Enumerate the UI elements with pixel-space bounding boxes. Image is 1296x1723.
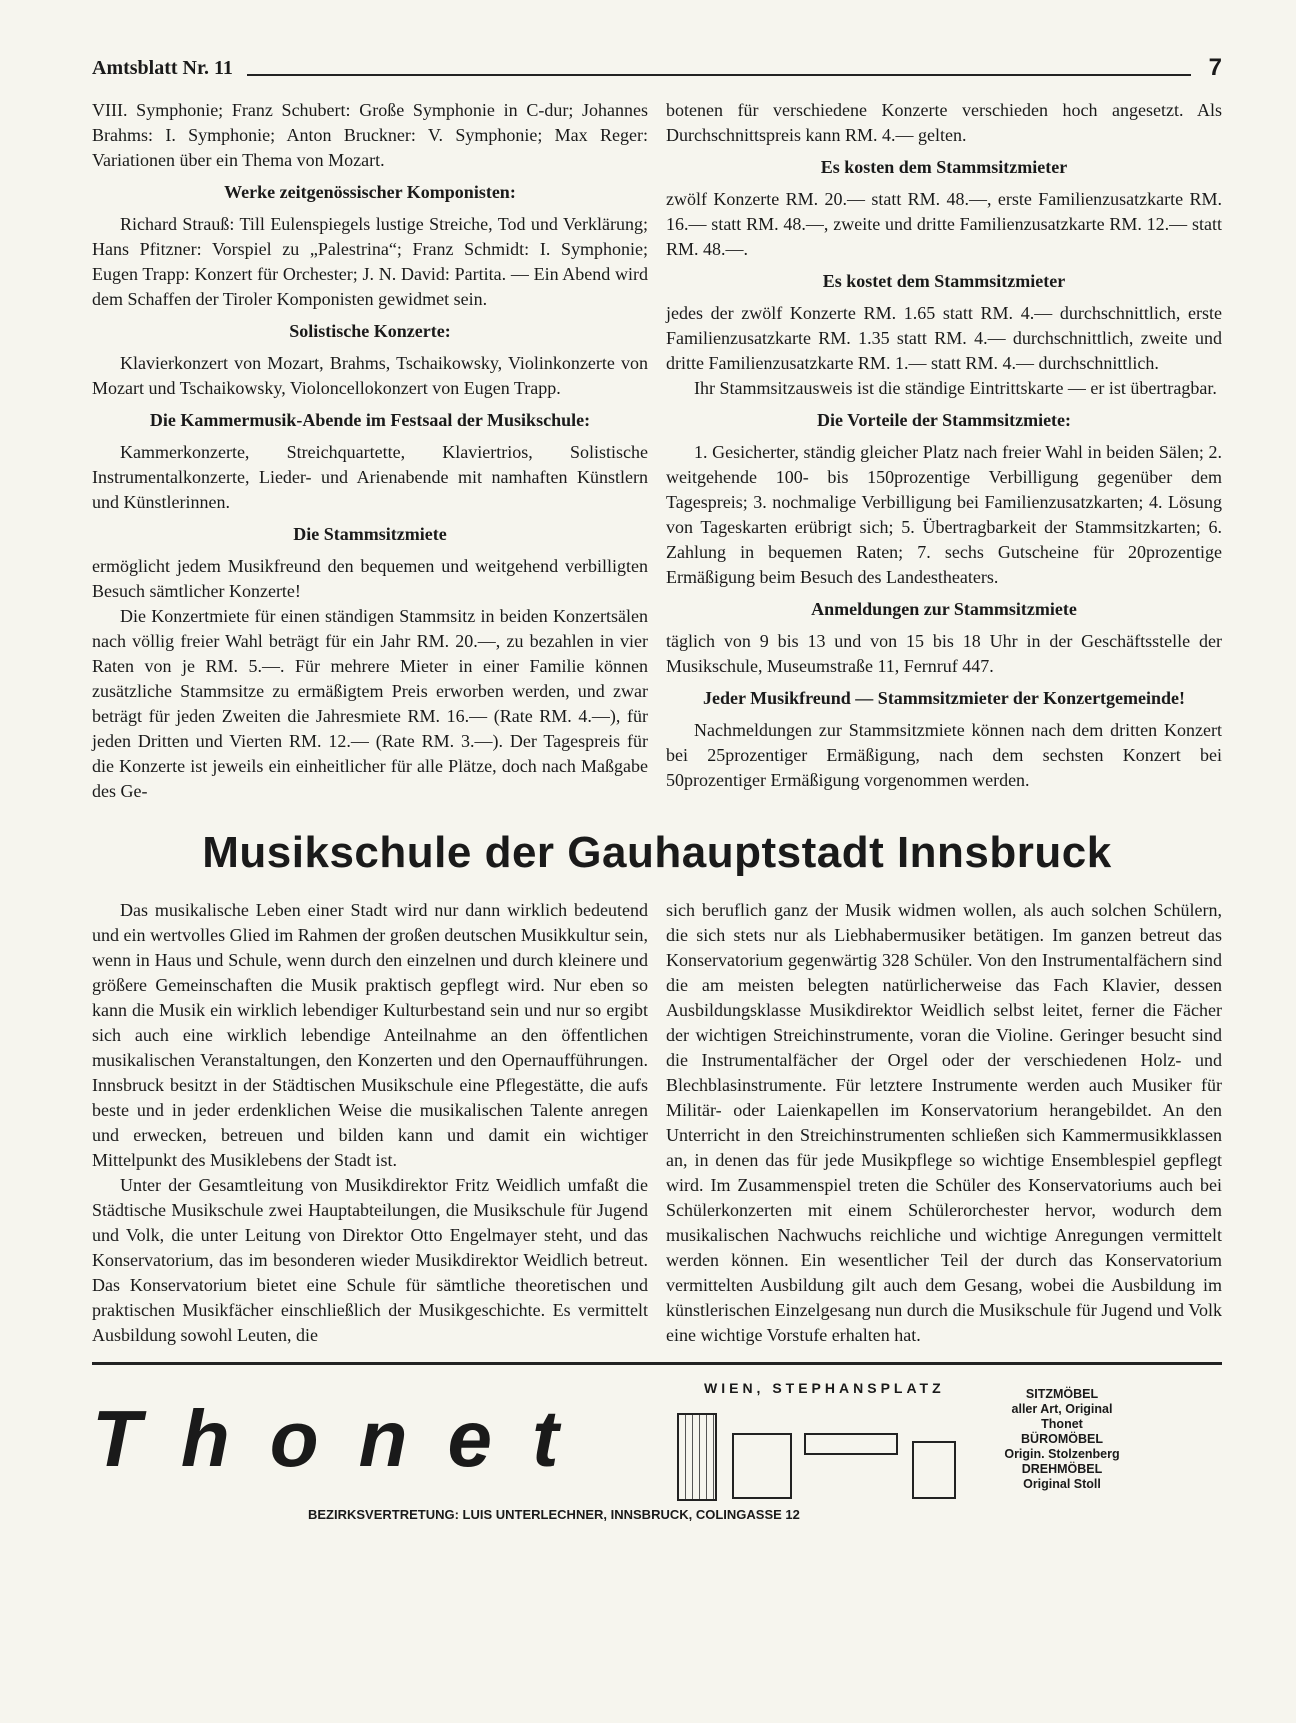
product-line: Original Stoll (1023, 1477, 1101, 1491)
section-heading: Die Kammermusik-Abende im Festsaal der Musikschule: (149, 410, 591, 430)
product-line: aller Art, Original (1011, 1402, 1113, 1416)
logo-text: Thonet (92, 1394, 599, 1483)
section-heading: Die Vorteile der Stammsitzmiete: (816, 410, 1072, 430)
page-number: 7 (1208, 54, 1222, 81)
representation-address: BEZIRKSVERTRETUNG: LUIS UNTERLECHNER, INNSBRUCK, COLINGASSE 12 (308, 1507, 800, 1522)
product-line: Thonet (1041, 1417, 1083, 1431)
product-line: BÜROMÖBEL (1021, 1432, 1103, 1446)
paragraph: Die Konzertmiete für einen ständigen Stammsitz in beiden Konzertsälen nach völlig freier Wahl beträgt für ein Jahr RM. 20.—, zu bezahlen in vier Raten von je RM. 5.—. Für mehrere Mieter in einer Familie können zusätzliche Stammsitze zu ermäßigtem Preis erworben werden, und zwar beträgt für jeden Zweiten die Jahresmiete RM. 16.— (Rate RM. 4.—), für jeden Dritten und Vierten RM. 12.— (Rate RM. 3.—). Der Tagespreis für die Konzerte ist jeweils ein einheitlicher für alle Plätze, doch nach Maßgabe des Ge- (92, 606, 648, 801)
typewriter-desk-illustration-icon (912, 1441, 956, 1499)
paragraph: ermöglicht jedem Musikfreund den bequemen und weitgehend verbilligten Besuch sämtlicher Konzerte! (92, 556, 648, 601)
paragraph: Das musikalische Leben einer Stadt wird nur dann wirklich bedeutend und ein wertvolles Glied im Rahmen der großen deutschen Musikkultur sein, wenn in Haus und Schule, wenn durch den einzelnen und durch kleinere und größere Gemeinschaften die Musik praktisch gepflegt wird. Nur eben so kann die Musik ein wirklich lebendiger Kulturbestand sein und nur so ergibt sich auch eine wirklich lebendige Anteilnahme an den öffentlichen musikalischen Veranstaltungen, den Konzerten und den Opernaufführungen. Innsbruck besitzt in der Städtischen Musikschule eine Pflegestätte, die aufs beste und in jeder erdenklichen Weise die musikalischen Talente anregen und erwecken, betreuen und bilden kann und damit ein wichtiger Mittelpunkt des Musiklebens der Stadt ist. (92, 900, 648, 1170)
top-right-column (666, 98, 1222, 804)
top-section (92, 98, 1222, 804)
publication-title: Amtsblatt Nr. 11 (92, 56, 233, 79)
section-heading: Anmeldungen zur Stammsitzmiete (811, 599, 1077, 619)
section-heading: Die Stammsitzmiete (293, 524, 447, 544)
product-line: Origin. Stolzenberg (1004, 1447, 1120, 1461)
desk-illustration-icon (732, 1433, 792, 1499)
product-list (997, 1387, 1127, 1492)
paragraph: Nachmeldungen zur Stammsitzmiete können nach dem dritten Konzert bei 25prozentiger Ermäßigung, nach dem sechsten Konzert bei 50prozentiger Ermäßigung vorgenommen werden. (666, 720, 1222, 790)
paragraph: sich beruflich ganz der Musik widmen wollen, als auch solchen Schülern, die sich stets nur als Liebhabermusiker betätigen. Im ganzen betreut das Konservatorium gegenwärtig 328 Schüler. Von den Instrumentalfächern sind die am meisten belegten natürlicherweise das Fach Klavier, dessen Ausbildungsklasse Musikdirektor Weidlich selbst leitet, ferner die Fächer der wichtigen Streichinstrumente, voran die Violine. Geringer besucht sind die Instrumentalfächer der Orgel oder der verschiedenen Holz- und Blechblasinstrumente. Für letztere Instrumente werden auch Musiker für Militär- oder Laienkapellen im Konservatorium herangebildet. An den Unterricht in den Streichinstrumenten schließen sich Kammermusikklassen an, in denen das für jede Musikpflege so wichtige Ensemblespiel gepflegt wird. Im Zusammenspiel treten die Schüler des Konservatoriums auch bei Schülerkonzerten mit einem Schülerorchester hervor, wodurch dem musikalischen Nachwuchs reichliche und wichtige Anregungen vermittelt werden können. Ein wesentlicher Teil der durch das Konservatorium vermittelten Ausbildung gilt auch dem Gesang, wobei die Ausbildung im künstlerischen Einzelgesang nun durch die Musikschule für Jugend und Volk eine wichtige Vorstufe erhalten hat. (666, 900, 1222, 1345)
page-header (92, 50, 1222, 86)
article-right-column (666, 898, 1222, 1348)
paragraph: Klavierkonzert von Mozart, Brahms, Tschaikowsky, Violinkonzerte von Mozart und Tschaikowsky, Violoncellokonzert von Eugen Trapp. (92, 353, 648, 398)
product-line: DREHMÖBEL (1021, 1462, 1103, 1476)
article-section (92, 898, 1222, 1348)
section-heading: Es kostet dem Stammsitzmieter (822, 271, 1066, 291)
address-city: WIEN, STEPHANSPLATZ (704, 1380, 945, 1396)
paragraph: täglich von 9 bis 13 und von 15 bis 18 Uhr in der Geschäftsstelle der Musikschule, Museumstraße 11, Fernruf 447. (666, 631, 1222, 676)
paragraph: Ihr Stammsitzausweis ist die ständige Eintrittskarte — er ist übertragbar. (694, 378, 1217, 398)
article-left-column (92, 898, 648, 1348)
paragraph: Richard Strauß: Till Eulenspiegels lustige Streiche, Tod und Verklärung; Hans Pfitzner: Vorspiel zu „Palestrina“; Franz Schmidt: I. Symphonie; Eugen Trapp: Konzert für Orchester; J. N. David: Partita. — Ein Abend wird dem Schaffen der Tiroler Komponisten gewidmet sein. (92, 214, 648, 309)
paragraph: Kammerkonzerte, Streichquartette, Klaviertrios, Solistische Instrumentalkonzerte, Lieder- und Arienabende mit namhaften Künstlern und Künstlerinnen. (92, 442, 648, 512)
table-illustration-icon (804, 1433, 898, 1455)
paragraph: botenen für verschiedene Konzerte verschieden hoch angesetzt. Als Durchschnittspreis kann RM. 4.— gelten. (666, 100, 1222, 145)
paragraph: 1. Gesicherter, ständig gleicher Platz nach freier Wahl in beiden Sälen; 2. weitgehende 100- bis 150prozentige Verbilligung gegenüber dem Tagespreis; 3. nochmalige Verbilligung bei Familienzusatzkarten; 4. Lösung von Tageskarten erübrigt sich; 5. Übertragbarkeit der Stammsitzkarten; 6. Zahlung in bequemen Raten; 7. sechs Gutscheine für 20prozentige Ermäßigung beim Besuch des Landestheaters. (666, 442, 1222, 587)
header-rule (247, 74, 1191, 76)
paragraph: VIII. Symphonie; Franz Schubert: Große Symphonie in C-dur; Johannes Brahms: I. Symphonie; Anton Bruckner: V. Symphonie; Max Reger: Variationen über ein Thema von Mozart. (92, 100, 648, 170)
paragraph: zwölf Konzerte RM. 20.— statt RM. 48.—, erste Familienzusatzkarte RM. 16.— statt RM. 48.—, zweite und dritte Familienzusatzkarte RM. 12.— statt RM. 48.—. (666, 189, 1222, 259)
advertisement-rule (92, 1362, 1222, 1365)
thonet-logo (92, 1391, 599, 1487)
section-heading: Jeder Musikfreund — Stammsitzmieter der Konzertgemeinde! (702, 688, 1186, 708)
section-heading: Werke zeitgenössischer Komponisten: (224, 182, 516, 202)
top-left-column (92, 98, 648, 804)
section-heading: Es kosten dem Stammsitzmieter (820, 157, 1068, 177)
article-title: Musikschule der Gauhauptstadt Innsbruck (202, 828, 1112, 877)
cabinet-illustration-icon (677, 1413, 717, 1501)
paragraph: Unter der Gesamtleitung von Musikdirektor Fritz Weidlich umfaßt die Städtische Musikschule zwei Hauptabteilungen, die Musikschule für Jugend und Volk, die unter Leitung von Direktor Otto Engelmayer steht, und das Konservatorium, das im besonderen wieder Musikdirektor Weidlich betreut. Das Konservatorium bietet eine Schule für sämtliche theoretischen und praktischen Musikfächer einschließlich der Musikgeschichte. Es vermittelt Ausbildung sowohl Leuten, die (92, 1175, 648, 1345)
thonet-advertisement (92, 1373, 1222, 1533)
paragraph: jedes der zwölf Konzerte RM. 1.65 statt RM. 4.— durchschnittlich, erste Familienzusatzkarte RM. 1.35 statt RM. 4.— durchschnittlich, zweite und dritte Familienzusatzkarte RM. 1.— statt RM. 4.— durchschnittlich. (666, 303, 1222, 373)
product-line: SITZMÖBEL (1025, 1387, 1099, 1401)
section-heading: Solistische Konzerte: (289, 321, 451, 341)
